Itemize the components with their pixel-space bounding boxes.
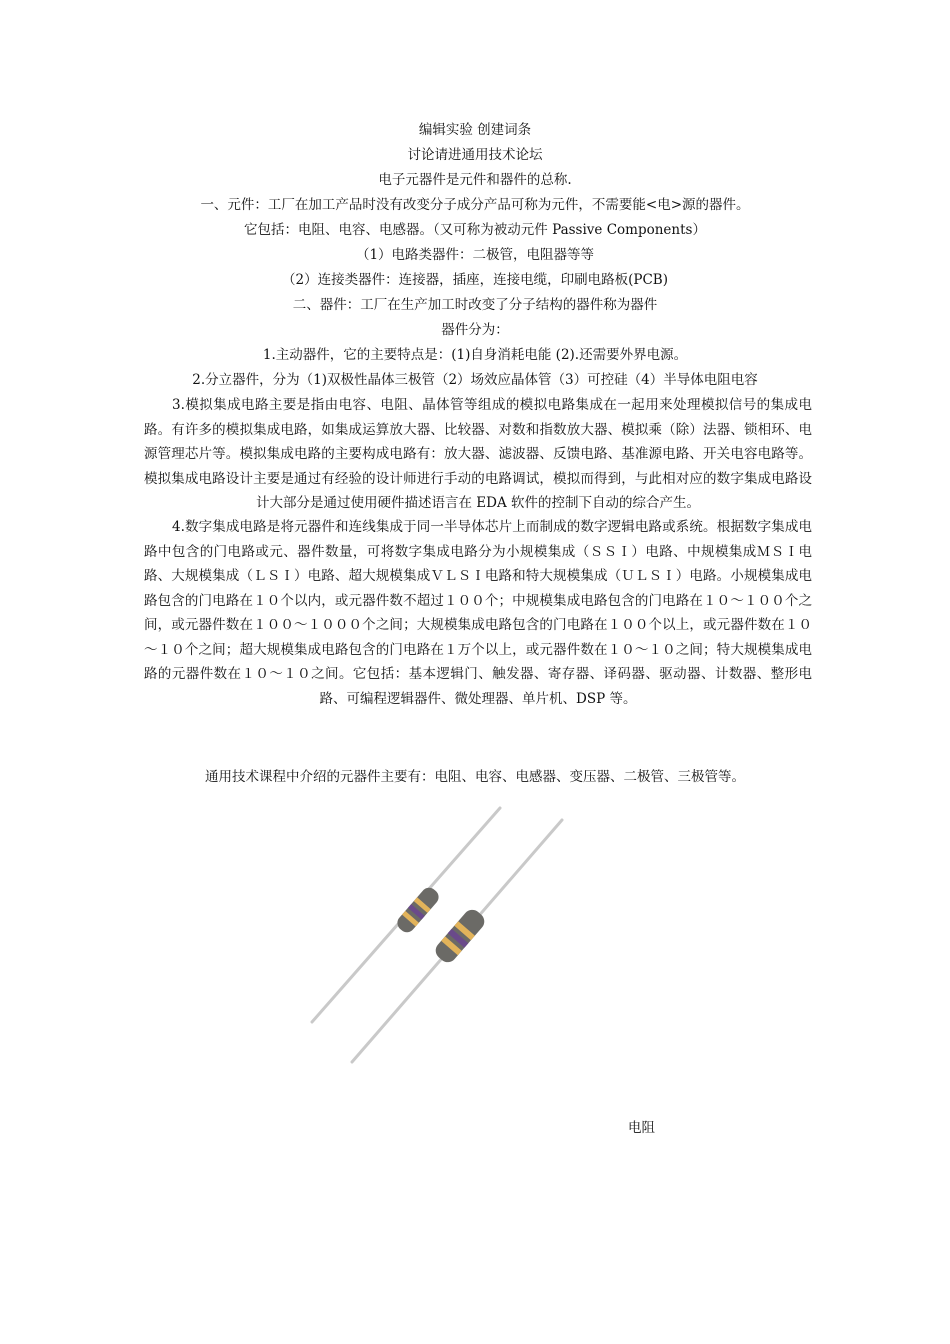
devices-split: 器件分为： bbox=[441, 322, 509, 338]
header-forum-link[interactable]: 讨论请进通用技术论坛 bbox=[407, 147, 543, 163]
active-devices: 1.主动器件，它的主要特点是：(1)自身消耗电能 (2).还需要外界电源。 bbox=[262, 347, 688, 363]
analog-ic-paragraph: 3.模拟集成电路主要是指由电容、电阻、晶体管等组成的模拟电路集成在一起用来处理模拟信号的集成电路。有许多的模拟集成电路，如集成运算放大器、比较器、对数和指数放大器、模拟乘（除）法器、锁相环、电源管理芯片等。模拟集成电路的主要构成电路有：放大器、滤波器、反馈电路、基准源电路、开关电容电路等。模拟集成电路设计主要是通过有经验的设计师进行手动的电路调试，模拟而得到，与此相对应的数字集成电路设计大部分是通过使用硬件描述语言在 EDA 软件的控制下自动的综合产生。 bbox=[144, 397, 812, 511]
digital-ic-paragraph: 4.数字集成电路是将元器件和连线集成于同一半导体芯片上而制成的数字逻辑电路或系统。根据数字集成电路中包含的门电路或元、器件数量，可将数字集成电路分为小规模集成（ＳＳＩ）电路、中规模集成ＭＳＩ电路、大规模集成（ＬＳＩ）电路、超大规模集成ＶＬＳＩ电路和特大规模集成（ＵＬＳＩ）电路。小规模集成电路包含的门电路在１０个以内，或元器件数不超过１００个；中规模集成电路包含的门电路在１０～１００个之间，或元器件数在１００～１０００个之间；大规模集成电路包含的门电路在１００个以上，或元器件数在１０～１０个之间；超大规模集成电路包含的门电路在１万个以上，或元器件数在１０～１０之间；特大规模集成电路的元器件数在１０～１０之间。它包括：基本逻辑门、触发器、寄存器、译码器、驱动器、计数器、整形电路、可编程逻辑器件、微处理器、单片机、DSP 等。 bbox=[144, 519, 812, 707]
intro-line: 电子元器件是元件和器件的总称. bbox=[378, 172, 572, 188]
devices-definition: 二、器件：工厂在生产加工时改变了分子结构的器件称为器件 bbox=[292, 297, 658, 313]
components-include: 它包括：电阻、电容、电感器。（又可称为被动元件 Passive Components） bbox=[244, 222, 706, 238]
connector-parts: （2）连接类器件：连接器，插座，连接电缆，印刷电路板(PCB) bbox=[282, 272, 668, 288]
discrete-devices: 2.分立器件，分为（1)双极性晶体三极管（2）场效应晶体管（3）可控硅（4）半导体电阻电容 bbox=[192, 372, 758, 388]
header-edit-links[interactable]: 编辑实验 创建词条 bbox=[418, 122, 532, 138]
components-definition: 一、元件：工厂在加工产品时没有改变分子成分产品可称为元件，不需要能<电>源的器件。 bbox=[200, 197, 750, 213]
resistor-photo bbox=[300, 800, 600, 1070]
figure-caption: 电阻 bbox=[628, 1120, 655, 1136]
course-note: 通用技术课程中介绍的元器件主要有：电阻、电容、电感器、变压器、二极管、三极管等。 bbox=[205, 769, 745, 785]
circuit-parts: （1）电路类器件：二极管，电阻器等等 bbox=[355, 247, 595, 263]
